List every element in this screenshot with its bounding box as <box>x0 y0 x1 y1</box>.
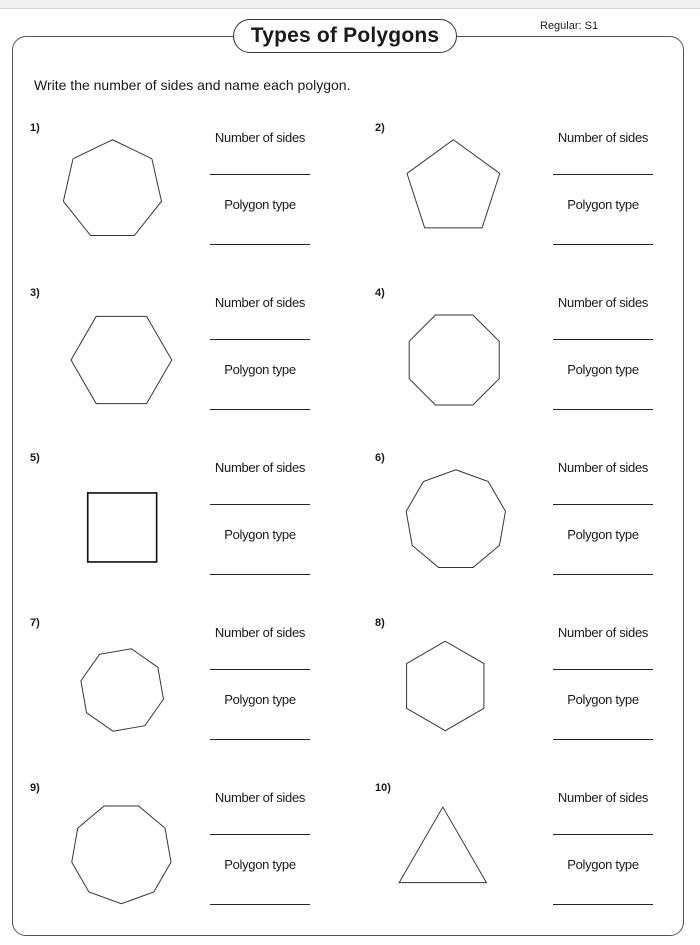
type-answer-line[interactable] <box>210 739 310 740</box>
type-label: Polygon type <box>224 857 296 872</box>
type-label: Polygon type <box>567 362 639 377</box>
type-answer-line[interactable] <box>210 244 310 245</box>
sides-label: Number of sides <box>214 295 306 310</box>
sides-answer-line[interactable] <box>210 504 310 505</box>
instructions: Write the number of sides and name each polygon. <box>34 77 351 93</box>
sides-answer-line[interactable] <box>553 339 653 340</box>
polygon-figure <box>58 460 188 590</box>
polygon-figure <box>58 130 188 260</box>
polygon-shape <box>72 806 171 904</box>
type-answer-line[interactable] <box>210 904 310 905</box>
polygon-shape <box>399 807 486 883</box>
type-label: Polygon type <box>567 857 639 872</box>
level-label: Regular: S1 <box>540 20 599 32</box>
sides-label: Number of sides <box>214 130 306 145</box>
polygon-figure <box>403 790 533 920</box>
sides-answer-line[interactable] <box>553 504 653 505</box>
type-label: Polygon type <box>224 527 296 542</box>
type-label: Polygon type <box>224 197 296 212</box>
type-label: Polygon type <box>224 692 296 707</box>
polygon-shape <box>407 140 500 228</box>
sides-answer-line[interactable] <box>210 174 310 175</box>
polygon-shape <box>406 470 505 568</box>
sides-label: Number of sides <box>214 625 306 640</box>
problem-9 <box>30 782 350 932</box>
sides-label: Number of sides <box>214 790 306 805</box>
sides-label: Number of sides <box>557 790 649 805</box>
polygon-shape <box>88 493 157 562</box>
problem-2 <box>375 122 695 272</box>
sides-answer-line[interactable] <box>210 339 310 340</box>
problem-3 <box>30 287 350 437</box>
type-answer-line[interactable] <box>210 574 310 575</box>
polygon-figure <box>58 790 188 920</box>
sides-label: Number of sides <box>557 460 649 475</box>
polygon-figure <box>403 625 533 755</box>
problem-4 <box>375 287 695 437</box>
problem-number: 1) <box>30 122 40 134</box>
problem-1 <box>30 122 350 272</box>
sides-answer-line[interactable] <box>210 834 310 835</box>
problem-5 <box>30 452 350 602</box>
sides-answer-line[interactable] <box>553 834 653 835</box>
sides-answer-line[interactable] <box>553 669 653 670</box>
problem-number: 4) <box>375 287 385 299</box>
polygon-figure <box>403 295 533 425</box>
problem-number: 9) <box>30 782 40 794</box>
sides-answer-line[interactable] <box>553 174 653 175</box>
polygon-shape <box>63 140 161 236</box>
polygon-shape <box>409 315 499 405</box>
problem-number: 3) <box>30 287 40 299</box>
polygon-figure <box>58 625 188 755</box>
type-label: Polygon type <box>567 197 639 212</box>
top-strip <box>0 0 700 9</box>
problem-number: 6) <box>375 452 385 464</box>
type-label: Polygon type <box>224 362 296 377</box>
sides-label: Number of sides <box>557 625 649 640</box>
problem-number: 8) <box>375 617 385 629</box>
polygon-shape <box>81 649 164 732</box>
type-answer-line[interactable] <box>553 244 653 245</box>
problem-6 <box>375 452 695 602</box>
polygon-figure <box>403 130 533 260</box>
problem-10 <box>375 782 695 932</box>
sides-label: Number of sides <box>557 130 649 145</box>
sides-answer-line[interactable] <box>210 669 310 670</box>
type-answer-line[interactable] <box>210 409 310 410</box>
problem-number: 10) <box>375 782 391 794</box>
type-answer-line[interactable] <box>553 409 653 410</box>
sides-label: Number of sides <box>557 295 649 310</box>
type-label: Polygon type <box>567 692 639 707</box>
polygon-figure <box>403 460 533 590</box>
polygon-shape <box>407 641 484 730</box>
type-label: Polygon type <box>567 527 639 542</box>
polygon-shape <box>71 316 172 403</box>
type-answer-line[interactable] <box>553 904 653 905</box>
problem-7 <box>30 617 350 767</box>
sides-label: Number of sides <box>214 460 306 475</box>
problem-number: 7) <box>30 617 40 629</box>
problem-number: 2) <box>375 122 385 134</box>
type-answer-line[interactable] <box>553 739 653 740</box>
problem-number: 5) <box>30 452 40 464</box>
problem-8 <box>375 617 695 767</box>
worksheet-title: Types of Polygons <box>233 19 457 53</box>
type-answer-line[interactable] <box>553 574 653 575</box>
polygon-figure <box>58 295 188 425</box>
